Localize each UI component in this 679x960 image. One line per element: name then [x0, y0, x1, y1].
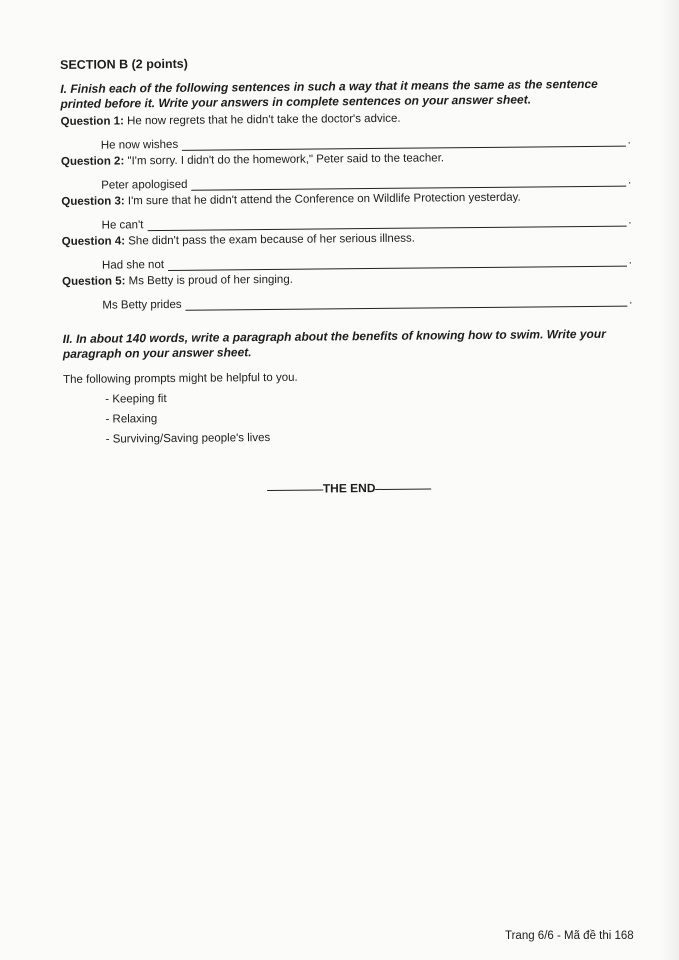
answer-line: [186, 294, 628, 311]
question-label: Question 1:: [60, 115, 124, 128]
divider: [267, 488, 323, 491]
answer-line: [168, 254, 627, 271]
answer-row: Had she not .: [101, 254, 633, 272]
answer-row: He can't .: [101, 214, 632, 232]
prompts-intro: The following prompts might be helpful to you.: [63, 371, 298, 386]
the-end-label: THE END: [322, 480, 376, 496]
question-label: Question 3:: [61, 195, 125, 208]
answer-line: [147, 214, 626, 232]
question-4: [62, 231, 632, 272]
question-label: Question 2:: [60, 155, 125, 168]
answer-line: [191, 174, 626, 191]
answer-starter: He can't: [101, 219, 144, 232]
question-3: [61, 191, 631, 232]
question-text: I'm sure that he didn't attend the Conference on Wildlife Protection yesterday.: [127, 191, 521, 208]
prompt-item: - Surviving/Saving people's lives: [105, 431, 271, 446]
page-edge-shadow: [661, 0, 679, 960]
section-title: SECTION B (2 points): [60, 56, 188, 72]
answer-row: Ms Betty prides .: [102, 294, 633, 312]
exam-sheet: [60, 53, 634, 498]
part1-instruction: I. Finish each of the following sentences in such a way that it means the same as the sentence printed before it. Write your answers in complete sentences on your answer sheet.: [60, 76, 598, 111]
the-end: [64, 479, 634, 498]
answer-starter: Ms Betty prides: [102, 298, 182, 312]
question-1: [61, 111, 631, 152]
part2-instruction: II. In about 140 words, write a paragraph about the benefits of knowing how to swim. Write your paragraph on your answer sheet.: [62, 326, 606, 361]
prompt-item: - Relaxing: [105, 413, 158, 426]
answer-starter: Peter apologised: [101, 178, 188, 192]
answer-starter: He now wishes: [100, 138, 179, 152]
part2: [63, 327, 634, 446]
question-text: Ms Betty is proud of her singing.: [128, 273, 293, 288]
question-label: Question 5:: [62, 275, 126, 288]
question-text: He now regrets that he didn't take the doctor's advice.: [127, 112, 401, 128]
answer-starter: Had she not: [101, 259, 165, 272]
divider: [375, 487, 431, 490]
question-label: Question 4:: [61, 235, 126, 248]
answer-line: [182, 134, 626, 151]
answer-row: He now wishes .: [100, 134, 631, 152]
page-footer: Trang 6/6 - Mã đề thi 168: [505, 930, 634, 942]
answer-row: Peter apologised .: [101, 174, 632, 192]
question-text: "I'm sorry. I didn't do the homework," Peter said to the teacher.: [127, 152, 445, 168]
question-5: [62, 271, 632, 312]
question-text: She didn't pass the exam because of her serious illness.: [128, 232, 415, 248]
prompt-item: - Keeping fit: [105, 392, 167, 406]
question-2: [61, 151, 631, 192]
